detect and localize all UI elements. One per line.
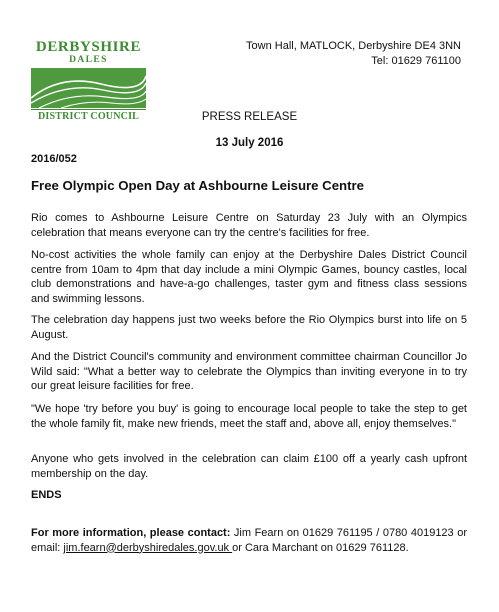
phone-line: Tel: 01629 761100 bbox=[371, 55, 461, 67]
hills-logo-icon bbox=[31, 68, 146, 108]
logo-line-2: DALES bbox=[69, 55, 108, 65]
logo-line-1: DERBYSHIRE bbox=[35, 39, 142, 55]
paragraph: The celebration day happens just two weeks before the Rio Olympics burst into life on 5 August. bbox=[31, 314, 467, 341]
release-reference: 2016/052 bbox=[31, 153, 77, 165]
contact-info bbox=[31, 526, 467, 555]
release-date: 13 July 2016 bbox=[215, 137, 284, 149]
paragraph: No-cost activities the whole family can enjoy at the Derbyshire Dales District Council centre from 10am to 4pm that day include a mini Olympic Games, bouncy castles, local club demonstrations and have-a-go challenges, taster gym and fitness class sessions and swimming lessons. bbox=[31, 249, 467, 305]
contact-text-2: or Cara Marchant on 01629 761128. bbox=[232, 541, 409, 554]
paragraph: Rio comes to Ashbourne Leisure Centre on Saturday 23 July with an Olympics celebration that means everyone can try the centre's facilities for free. bbox=[31, 212, 467, 239]
logo-line-3: DISTRICT COUNCIL bbox=[31, 109, 146, 123]
press-release-label: PRESS RELEASE bbox=[201, 111, 298, 123]
contact-text: Jim Fearn on 01629 761195 / 0780 4019123 or email: bbox=[31, 527, 467, 554]
ends-marker: ENDS bbox=[31, 489, 62, 501]
paragraph: "We hope 'try before you buy' is going to encourage local people to take the step to get the whole family fit, make new friends, meet the staff and, above all, enjoy themselves." bbox=[31, 403, 467, 430]
council-address bbox=[246, 39, 461, 69]
email-link[interactable]: jim.fearn@derbyshiredales.gov.uk bbox=[63, 541, 233, 554]
paragraph: And the District Council's community and environment committee chairman Councillor Jo Wild said: "What a better way to celebrate the Olympics than inviting everyone in to try our great leisure facilities for free. bbox=[31, 351, 467, 392]
headline: Free Olympic Open Day at Ashbourne Leisure Centre bbox=[31, 178, 364, 193]
contact-lead: For more information, please contact: bbox=[31, 527, 231, 539]
paragraph: Anyone who gets involved in the celebration can claim £100 off a yearly cash upfront membership on the day. bbox=[31, 453, 467, 480]
address-line: Town Hall, MATLOCK, Derbyshire DE4 3NN bbox=[246, 40, 461, 52]
